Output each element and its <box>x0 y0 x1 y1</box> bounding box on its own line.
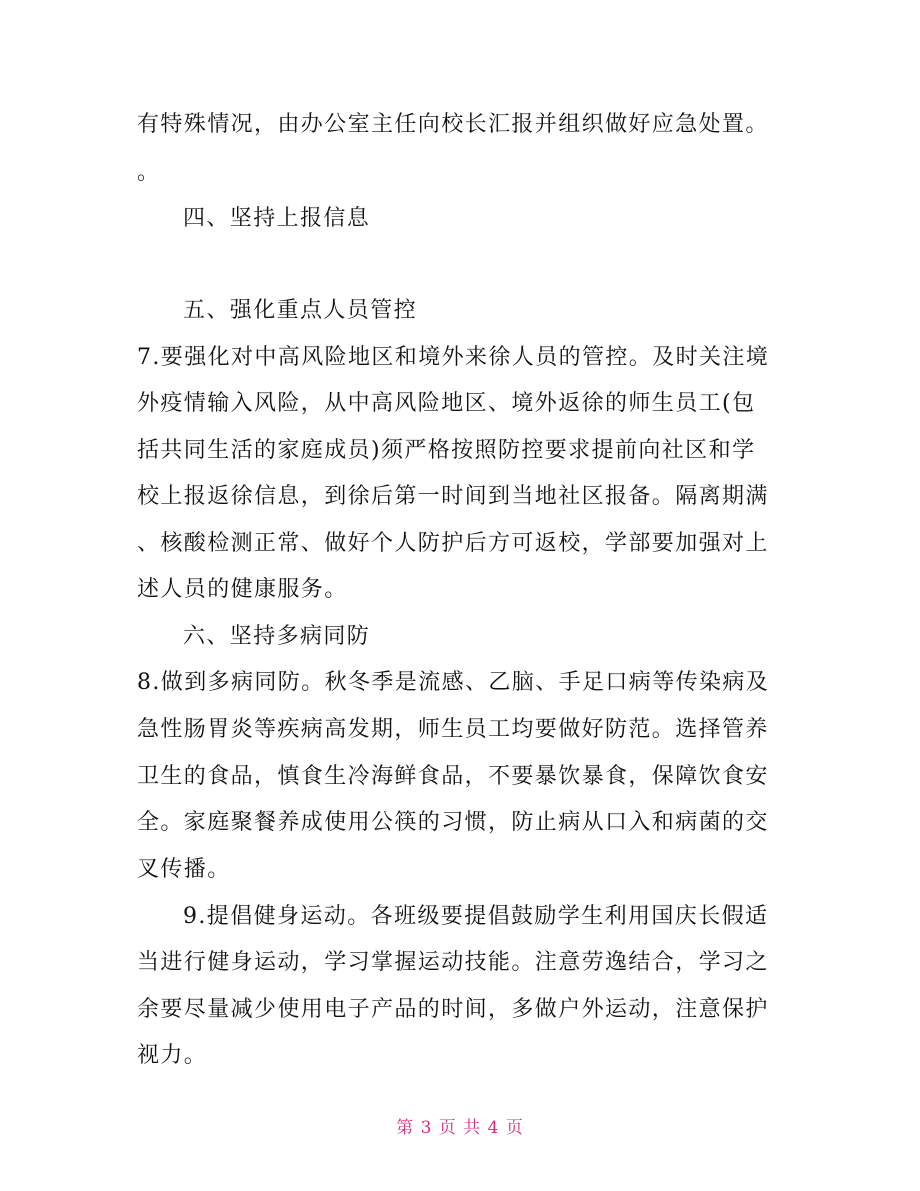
paragraph-line: 有特殊情况，由办公室主任向校长汇报并组织做好应急处置。 <box>137 112 769 137</box>
page-number-footer: 第 3 页 共 4 页 <box>396 1118 524 1138</box>
paragraph-line: 急性肠胃炎等疾病高发期，师生员工均要做好防范。选择管养 <box>137 717 769 742</box>
paragraph-line: 。 <box>137 160 161 185</box>
paragraph-line: 8.做到多病同防。秋冬季是流感、乙脑、手足口病等传染病及 <box>137 670 770 695</box>
section-heading: 六、坚持多病同防 <box>183 624 371 649</box>
paragraph-line: 9.提倡健身运动。各班级要提倡鼓励学生利用国庆长假适 <box>183 904 769 929</box>
paragraph-line: 余要尽量减少使用电子产品的时间，多做户外运动，注意保护 <box>137 997 769 1022</box>
section-heading: 五、强化重点人员管控 <box>183 298 418 323</box>
paragraph-line: 全。家庭聚餐养成使用公筷的习惯，防止病从口入和病菌的交 <box>137 810 769 835</box>
paragraph-line: 外疫情输入风险，从中高风险地区、境外返徐的师生员工(包 <box>137 391 756 416</box>
paragraph-line: 述人员的健康服务。 <box>137 577 348 602</box>
paragraph-line: 、核酸检测正常、做好个人防护后方可返校，学部要加强对上 <box>137 531 769 556</box>
paragraph-line: 叉传播。 <box>137 857 231 882</box>
paragraph-line: 当进行健身运动，学习掌握运动技能。注意劳逸结合，学习之 <box>137 950 769 975</box>
paragraph-line: 卫生的食品，慎食生冷海鲜食品，不要暴饮暴食，保障饮食安 <box>137 764 769 789</box>
paragraph-line: 视力。 <box>137 1043 208 1068</box>
paragraph-line: 括共同生活的家庭成员)须严格按照防控要求提前向社区和学 <box>137 438 756 463</box>
paragraph-line: 7.要强化对中高风险地区和境外来徐人员的管控。及时关注境 <box>137 345 770 370</box>
section-heading: 四、坚持上报信息 <box>183 206 371 231</box>
paragraph-line: 校上报返徐信息，到徐后第一时间到当地社区报备。隔离期满 <box>137 484 769 509</box>
